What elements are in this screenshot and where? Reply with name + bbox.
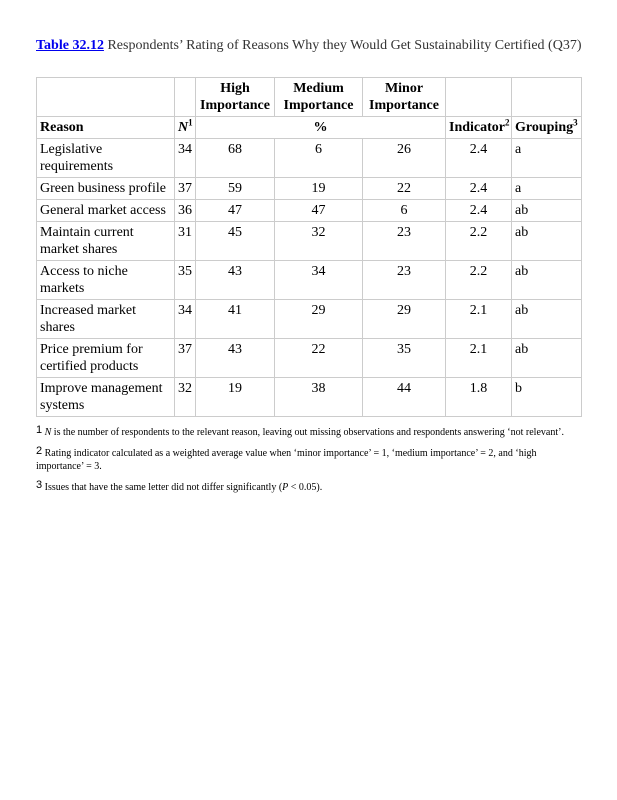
header-medium-importance: Medium Importance [275,78,363,117]
grouping-cell: ab [512,261,582,300]
high-cell: 68 [196,139,275,178]
grouping-cell: a [512,139,582,178]
table-row [37,378,582,417]
ratings-table [36,77,582,417]
footnote-1-text: is the number of respondents to the relevant reason, leaving out missing observations and respondents answering ‘not relevant’. [51,427,564,438]
header-n [175,117,196,139]
footnote-3-italic: P [282,482,289,493]
footnote-2-number: 2 [36,445,43,457]
table-row [37,222,582,261]
high-cell: 45 [196,222,275,261]
header-grouping-text: Grouping [515,120,574,135]
grouping-cell: b [512,378,582,417]
n-cell: 34 [175,300,196,339]
header-minor-importance: Minor Importance [363,78,446,117]
footnote-3-text-a: Issues that have the same letter did not differ significantly ( [42,482,283,493]
indicator-cell: 2.4 [446,200,512,222]
high-cell: 59 [196,178,275,200]
header-grouping [512,117,582,139]
indicator-cell: 2.4 [446,139,512,178]
footnote-ref-3: 3 [573,117,578,128]
grouping-cell: ab [512,339,582,378]
footnote-ref-1: 1 [188,117,193,128]
reason-cell: Improve management systems [37,378,175,417]
footnote-1-number: 1 [36,424,43,436]
minor-cell: 35 [363,339,446,378]
header-empty-cell [512,78,582,117]
header-empty-cell [37,78,175,117]
medium-cell: 32 [275,222,363,261]
high-cell: 43 [196,339,275,378]
footnote-ref-2: 2 [505,117,510,128]
footnote-1-italic: N [44,427,52,438]
reason-cell: Increased market shares [37,300,175,339]
medium-cell: 38 [275,378,363,417]
header-percent: % [196,117,446,139]
medium-cell: 29 [275,300,363,339]
reason-cell: Maintain current market shares [37,222,175,261]
n-cell: 34 [175,139,196,178]
indicator-cell: 2.2 [446,261,512,300]
table-row [37,261,582,300]
minor-cell: 26 [363,139,446,178]
table-row [37,200,582,222]
table-row [37,339,582,378]
table-title: Respondents’ Rating of Reasons Why they Would Get Sustainability Certified (Q37) [103,38,582,53]
reason-cell: Legislative requirements [37,139,175,178]
footnote-2-text: Rating indicator calculated as a weighted average value when ‘minor importance’ = 1, ‘medium importance’ = 2, and ‘high importance’ = 3. [36,448,537,472]
footnote-3-number: 3 [36,479,43,491]
reason-cell: General market access [37,200,175,222]
header-n-text: N [178,120,189,135]
reason-cell: Access to niche markets [37,261,175,300]
medium-cell: 6 [275,139,363,178]
high-cell: 41 [196,300,275,339]
n-cell: 37 [175,178,196,200]
minor-cell: 6 [363,200,446,222]
high-cell: 19 [196,378,275,417]
footnote-2 [36,445,582,473]
medium-cell: 34 [275,261,363,300]
header-indicator [446,117,512,139]
grouping-cell: ab [512,200,582,222]
n-cell: 35 [175,261,196,300]
table-caption [36,37,584,54]
header-reason: Reason [37,117,175,139]
footnote-1 [36,424,582,439]
footnote-3 [36,479,582,494]
minor-cell: 29 [363,300,446,339]
header-row-labels [37,117,582,139]
minor-cell: 44 [363,378,446,417]
header-row-importance [37,78,582,117]
n-cell: 36 [175,200,196,222]
table-row [37,300,582,339]
table-row [37,178,582,200]
header-indicator-text: Indicator [449,120,505,135]
medium-cell: 19 [275,178,363,200]
header-empty-cell [175,78,196,117]
reason-cell: Price premium for certified products [37,339,175,378]
medium-cell: 22 [275,339,363,378]
high-cell: 47 [196,200,275,222]
grouping-cell: ab [512,300,582,339]
indicator-cell: 2.4 [446,178,512,200]
medium-cell: 47 [275,200,363,222]
minor-cell: 22 [363,178,446,200]
table-row [37,139,582,178]
indicator-cell: 2.2 [446,222,512,261]
indicator-cell: 1.8 [446,378,512,417]
footnotes [36,424,582,500]
n-cell: 37 [175,339,196,378]
table-number-link[interactable]: Table 32.12 [36,38,104,53]
reason-cell: Green business profile [37,178,175,200]
indicator-cell: 2.1 [446,339,512,378]
header-high-importance: High Importance [196,78,275,117]
minor-cell: 23 [363,261,446,300]
grouping-cell: a [512,178,582,200]
header-empty-cell [446,78,512,117]
indicator-cell: 2.1 [446,300,512,339]
grouping-cell: ab [512,222,582,261]
footnote-3-text-b: < 0.05). [288,482,323,493]
minor-cell: 23 [363,222,446,261]
n-cell: 32 [175,378,196,417]
high-cell: 43 [196,261,275,300]
n-cell: 31 [175,222,196,261]
